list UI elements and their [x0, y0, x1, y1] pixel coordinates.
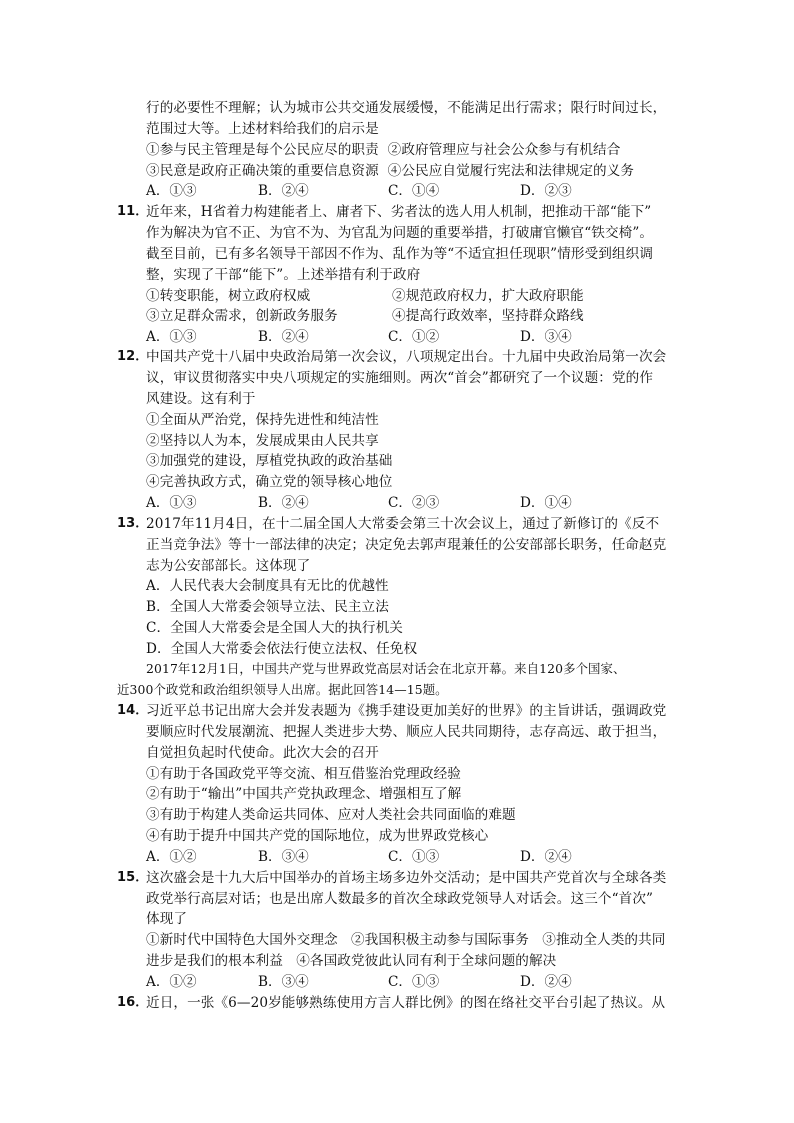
- q12-option-d: D．①④: [520, 495, 572, 511]
- q14-option-b: B．③④: [258, 849, 309, 865]
- q14-item-4: ④有助于提升中国共产党的国际地位，成为世界政党核心: [146, 828, 489, 844]
- q12-number: 12．: [117, 349, 149, 364]
- q12-option-a: A．①③: [146, 495, 197, 511]
- q16-line-1: 近日，一张《6—20岁能够熟练使用方言人群比例》的图在络社交平台引起了热议。从: [146, 995, 666, 1011]
- intro-option-d: D．②③: [520, 183, 572, 199]
- intro-option-c: C．①④: [388, 183, 440, 199]
- q15-option-a: A．①②: [146, 974, 197, 990]
- q11-option-d: D．③④: [520, 329, 572, 345]
- intro-item-1: ①参与民主管理是每个公民应尽的职责 ②政府管理应与社会公众参与有机结合: [146, 142, 621, 158]
- intro-option-a: A．①③: [146, 183, 197, 199]
- intro-item-2: ③民意是政府正确决策的重要信息资源 ④公民应自觉履行宪法和法律规定的义务: [146, 163, 635, 179]
- q12-line-2: 议，审议贯彻落实中央八项规定的实施细则。两次“首会”都研究了一个议题：党的作: [146, 370, 654, 386]
- q14-number: 14．: [117, 703, 149, 718]
- material-line-2: 近300个政党和政治组织领导人出席。据此回答14—15题。: [117, 682, 448, 697]
- q11-line-2: 作为解决为官不正、为官不为、为官乱为问题的重要举措，打破庸官懒官“铁交椅”。: [146, 225, 654, 241]
- q15-item-line-2: 进步是我们的根本利益 ④各国政党彼此认同有利于全球问题的解决: [146, 953, 557, 969]
- q13-number: 13．: [117, 516, 149, 531]
- q11-item-1: ①转变职能，树立政府权威: [146, 288, 311, 304]
- q12-item-3: ③加强党的建设，厚植党执政的政治基础: [146, 453, 393, 469]
- q14-line-1: 习近平总书记出席大会并发表题为《携手建设更加美好的世界》的主旨讲话，强调政党: [146, 703, 667, 719]
- q14-item-3: ③有助于构建人类命运共同体、应对人类社会共同面临的难题: [146, 807, 516, 823]
- q11-option-c: C．①②: [388, 329, 440, 345]
- q15-number: 15．: [117, 870, 149, 885]
- q15-line-1: 这次盛会是十九大后中国举办的首场主场多边外交活动；是中国共产党首次与全球各类: [146, 870, 667, 886]
- q13-option-d: D．全国人大常委会依法行使立法权、任免权: [146, 641, 418, 657]
- q11-option-a: A．①③: [146, 329, 197, 345]
- q12-option-c: C．②③: [388, 495, 440, 511]
- intro-line-1: 行的必要性不理解；认为城市公共交通发展缓慢，不能满足出行需求；限行时间过长，: [146, 100, 667, 116]
- q13-line-3: 志为公安部部长。这体现了: [146, 558, 311, 574]
- q13-option-b: B．全国人大常委会领导立法、民主立法: [146, 599, 389, 615]
- q14-item-1: ①有助于各国政党平等交流、相互借鉴治党理政经验: [146, 766, 461, 782]
- q13-option-a: A．人民代表大会制度具有无比的优越性: [146, 578, 389, 594]
- q13-line-2: 正当竞争法》等十一部法律的决定；决定免去郭声琨兼任的公安部部长职务，任命赵克: [146, 537, 667, 553]
- q11-item-4: ④提高行政效率，坚持群众路线: [392, 308, 584, 324]
- q14-option-c: C．①③: [388, 849, 440, 865]
- q13-option-c: C．全国人大常委会是全国人大的执行机关: [146, 620, 403, 636]
- q14-line-2: 要顺应时代发展潮流、把握人类进步大势、顺应人民共同期待，志存高远、敢于担当，: [146, 724, 667, 740]
- q15-option-b: B．③④: [258, 974, 309, 990]
- q12-line-1: 中国共产党十八届中央政治局第一次会议，八项规定出台。十九届中央政治局第一次会: [146, 349, 667, 365]
- q11-number: 11．: [117, 204, 149, 219]
- q12-item-2: ②坚持以人为本，发展成果由人民共享: [146, 433, 379, 449]
- q11-line-4: 整，实现了干部“能下”。上述举措有利于政府: [146, 267, 421, 283]
- q15-line-2: 政党举行高层对话；也是出席人数最多的首次全球政党领导人对话会。这三个“首次”: [146, 891, 654, 907]
- q11-item-2: ②规范政府权力，扩大政府职能: [392, 288, 584, 304]
- q16-number: 16．: [117, 995, 149, 1010]
- q12-item-1: ①全面从严治党，保持先进性和纯洁性: [146, 412, 379, 428]
- q14-option-d: D．②④: [520, 849, 572, 865]
- q12-item-4: ④完善执政方式，确立党的领导核心地位: [146, 474, 393, 490]
- q13-line-1: 2017年11月4日，在十二届全国人大常委会第三十次会议上，通过了新修订的《反不: [146, 516, 660, 532]
- q15-line-3: 体现了: [146, 911, 188, 927]
- q11-line-1: 近年来，H省着力构建能者上、庸者下、劣者汰的选人用人机制，把推动干部“能下”: [146, 204, 652, 220]
- q15-item-line-1: ①新时代中国特色大国外交理念 ②我国积极主动参与国际事务 ③推动全人类的共同: [146, 932, 666, 948]
- q14-item-2: ②有助于“输出”中国共产党执政理念、增强相互了解: [146, 786, 462, 802]
- q14-option-a: A．①②: [146, 849, 197, 865]
- q15-option-c: C．①③: [388, 974, 440, 990]
- q12-line-3: 风建设。这有利于: [146, 391, 256, 407]
- q15-option-d: D．②④: [520, 974, 572, 990]
- intro-option-b: B．②④: [258, 183, 309, 199]
- q14-line-3: 自觉担负起时代使命。此次大会的召开: [146, 745, 379, 761]
- q11-item-3: ③立足群众需求，创新政务服务: [146, 308, 338, 324]
- q11-line-3: 截至目前，已有多名领导干部因不作为、乱作为等“不适宜担任现职”情形受到组织调: [146, 246, 654, 262]
- material-line-1: 2017年12月1日，中国共产党与世界政党高层对话会在北京开幕。来自120多个国家、: [146, 661, 626, 676]
- q12-option-b: B．②④: [258, 495, 309, 511]
- intro-line-2: 范围过大等。上述材料给我们的启示是: [146, 121, 379, 137]
- q11-option-b: B．②④: [258, 329, 309, 345]
